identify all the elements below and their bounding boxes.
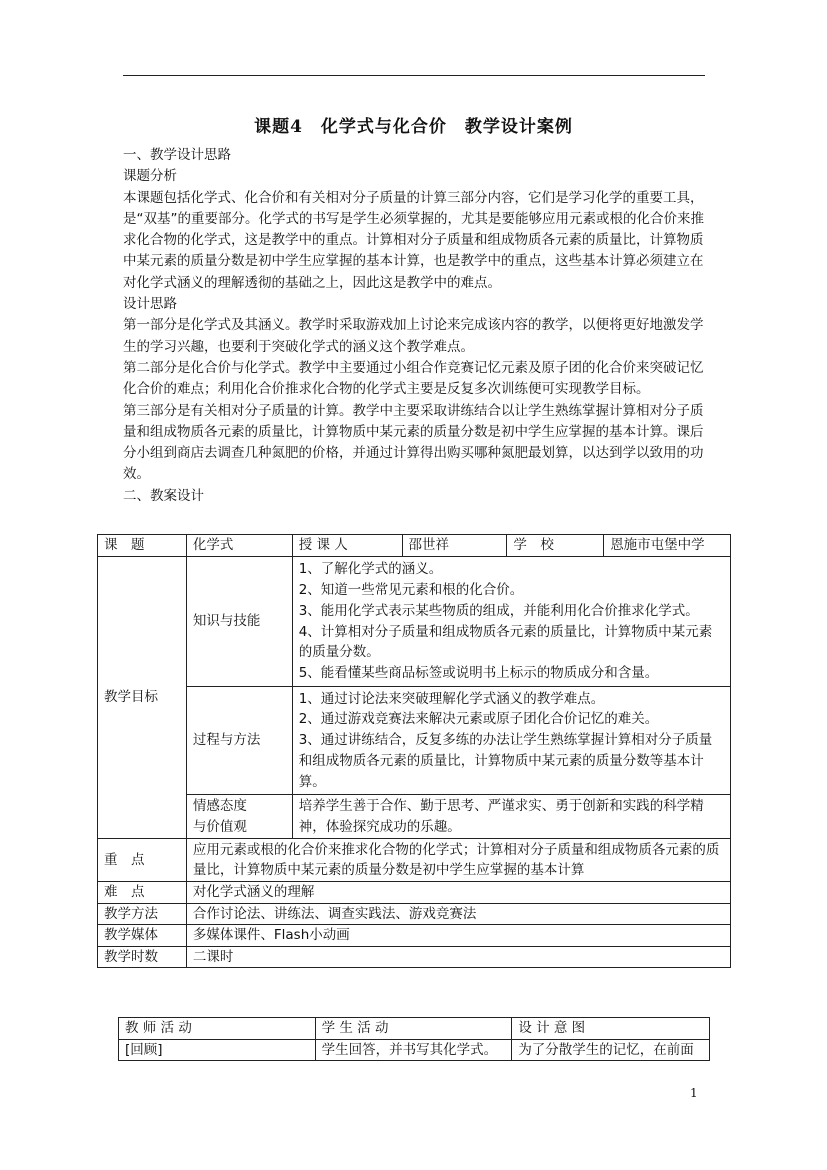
list-item: 5、能看懂某些商品标签或说明书上标示的物质成分和含量。 xyxy=(298,665,659,682)
table-row xyxy=(119,1018,710,1040)
list-item: 4、计算相对分子质量和组成物质各元素的质量比，计算物质中某元素的质量分数。 xyxy=(298,623,713,661)
table-row xyxy=(98,925,731,947)
student-activity-cell: 学生回答，并书写其化学式。 xyxy=(315,1039,512,1061)
design-ideas xyxy=(123,145,705,507)
teacher-activity-header: 教 师 活 动 xyxy=(119,1018,316,1040)
list-item: 1、了解化学式的涵义。 xyxy=(298,561,443,578)
list-item: 2、通过游戏竞赛法来解决元素或原子团化合价记忆的难关。 xyxy=(298,711,659,728)
design-intent-cell: 为了分散学生的记忆，在前面 xyxy=(512,1039,710,1061)
teacher-header: 授 课 人 xyxy=(292,535,402,557)
table-row xyxy=(98,687,731,795)
analysis-paragraph: 本课题包括化学式、化合价和有关相对分子质量的计算三部分内容，它们是学习化学的重要工具，是“双基”的重要部分。化学式的书写是学生必须掌握的，尤其是要能够应用元素或根的化合价来推求化合物的化学式，这是教学中的重点。计算相对分子质量和组成物质各元素的质量比，计算物质中某元素的质量分数是初中学生应掌握的基本计算，也是教学中的重点，这些基本计算必须建立在对化学式涵义的理解透彻的基础之上，因此这是教学中的难点。 xyxy=(123,189,704,291)
teacher-activity-cell: [回顾] xyxy=(119,1039,316,1061)
page-number: 1 xyxy=(690,1086,698,1100)
list-item: 2、知道一些常见元素和根的化合价。 xyxy=(298,581,524,598)
media-label: 教学媒体 xyxy=(98,925,187,947)
hours-value: 二课时 xyxy=(186,946,730,968)
method-value: 合作讨论法、讲练法、调查实践法、游戏竞赛法 xyxy=(186,903,730,925)
subheading-design: 设计思路 xyxy=(123,296,177,313)
list-item: 3、能用化学式表示某些物质的组成，并能利用化合价推求化学式。 xyxy=(298,602,699,619)
design-intent-header: 设 计 意 图 xyxy=(512,1018,710,1040)
table-row xyxy=(98,557,731,687)
subheading-analysis: 课题分析 xyxy=(123,168,177,185)
topic-header: 课 题 xyxy=(98,535,187,557)
table-row xyxy=(119,1039,710,1061)
process-label: 过程与方法 xyxy=(186,687,292,795)
hours-label: 教学时数 xyxy=(98,946,187,968)
emotion-label-line-1: 情感态度 xyxy=(192,798,247,814)
key-label: 重 点 xyxy=(98,839,187,882)
list-item: 3、通过讲练结合，反复多练的办法让学生熟练掌握计算相对分子质量和组成物质各元素的质量比，计算物质中某元素的质量分数等基本计算。 xyxy=(298,732,713,790)
emotion-label-line-2: 与价值观 xyxy=(192,818,247,835)
school-value: 恩施市屯堡中学 xyxy=(604,535,731,557)
design-paragraph-3: 第三部分是有关相对分子质量的计算。教学中主要采取讲练结合以让学生熟练掌握计算相对分子质量和组成物质各元素的质量比，计算物质中某元素的质量分数是初中学生应掌握的基本计算。课后分小组到商店去调查几种氮肥的价格，并通过计算得出购买哪种氮肥最划算，以达到学以致用的功效。 xyxy=(123,402,704,483)
key-value: 应用元素或根的化合价来推求化合物的化学式；计算相对分子质量和组成物质各元素的质量比，计算物质中某元素的质量分数是初中学生应掌握的基本计算 xyxy=(186,839,730,882)
table-row xyxy=(98,839,731,882)
knowledge-list xyxy=(292,557,730,687)
section-heading-2: 二、教案设计 xyxy=(123,487,204,504)
topic-value: 化学式 xyxy=(186,535,292,557)
method-label: 教学方法 xyxy=(98,903,187,925)
page-title: 课题4 化学式与化合价 教学设计案例 xyxy=(254,117,573,137)
difficulty-label: 难 点 xyxy=(98,882,187,904)
table-row xyxy=(98,882,731,904)
table-row xyxy=(98,903,731,925)
lesson-plan-table xyxy=(97,534,731,968)
media-value: 多媒体课件、Flash小动画 xyxy=(186,925,730,947)
list-item: 1、通过讨论法来突破理解化学式涵义的教学难点。 xyxy=(298,690,605,707)
student-activity-header: 学 生 活 动 xyxy=(315,1018,512,1040)
difficulty-value: 对化学式涵义的理解 xyxy=(186,882,730,904)
table-row xyxy=(98,946,731,968)
design-paragraph-1: 第一部分是化学式及其涵义。教学时采取游戏加上讨论来完成该内容的教学，以便将更好地激发学生的学习兴趣，也要利于突破化学式的涵义这个教学难点。 xyxy=(123,317,704,355)
goals-label: 教学目标 xyxy=(98,557,187,839)
teacher-value: 邵世祥 xyxy=(402,535,507,557)
design-paragraph-2: 第二部分是化合价与化学式。教学中主要通过小组合作竞赛记忆元素及原子团的化合价来突破记忆化合价的难点；利用化合价推求化合物的化学式主要是反复多次训练便可实现教学目标。 xyxy=(123,359,704,398)
table-row xyxy=(98,795,731,839)
header-rule xyxy=(123,75,705,76)
emotion-label xyxy=(186,795,292,839)
table-row xyxy=(98,535,731,557)
section-heading-1: 一、教学设计思路 xyxy=(123,147,231,163)
emotion-value: 培养学生善于合作、勤于思考、严谨求实、勇于创新和实践的科学精神，体验探究成功的乐趣。 xyxy=(292,795,730,839)
activity-table xyxy=(118,1017,710,1061)
knowledge-label: 知识与技能 xyxy=(186,557,292,687)
process-list xyxy=(292,687,730,795)
school-header: 学 校 xyxy=(507,535,604,557)
